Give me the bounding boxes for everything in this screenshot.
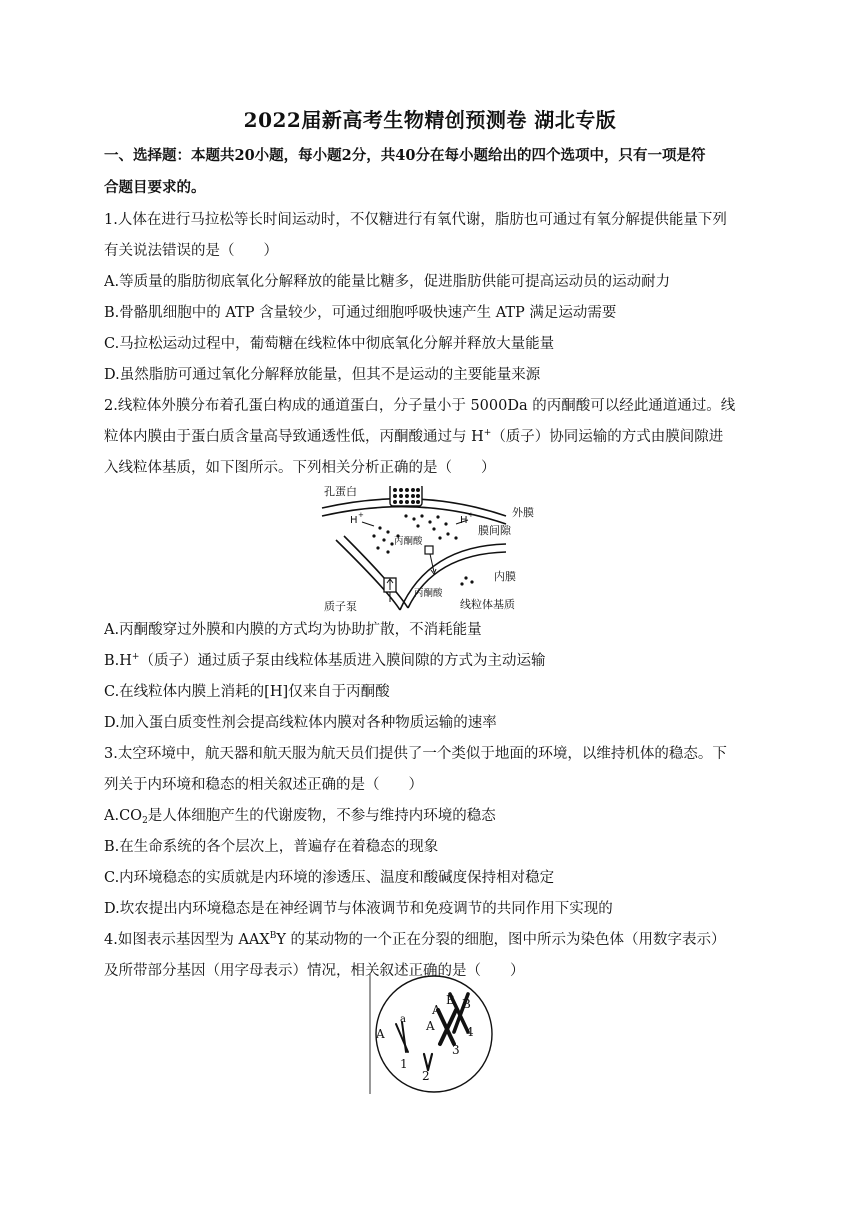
fig2-label-proton-pump: 质子泵 xyxy=(324,600,357,613)
q1-option-d: D.虽然脂肪可通过氧化分解释放能量，但其不是运动的主要能量来源 xyxy=(104,367,541,383)
q1-stem-line-2: 有关说法错误的是（ ） xyxy=(104,243,278,259)
q3-option-c: C.内环境稳态的实质就是内环境的渗透压、温度和酸碱度保持相对稳定 xyxy=(104,870,555,886)
q3-option-a-part-1: A.CO xyxy=(104,808,143,824)
porin xyxy=(390,486,422,506)
chromosome-2 xyxy=(424,1054,428,1070)
fig2-label-h-right-plus: + xyxy=(468,511,474,519)
fig2-label-pyruvate-1: 丙酮酸 xyxy=(394,536,423,547)
fig2-label-pyruvate-2: 丙酮酸 xyxy=(414,588,443,599)
fig2-label-h-right: H xyxy=(460,515,468,526)
fig2-label-outer-membrane: 外膜 xyxy=(512,506,534,519)
fig4-label-B-1: B xyxy=(446,993,455,1007)
fig4-label-a: a xyxy=(400,1014,406,1025)
q4-stem-line-1 xyxy=(104,930,764,950)
q3-option-b: B.在生命系统的各个层次上，普遍存在着稳态的现象 xyxy=(104,839,439,855)
section-heading-line-2: 合题目要求的。 xyxy=(104,179,206,196)
document-title: 2022届新高考生物精创预测卷 湖北专版 xyxy=(243,108,617,132)
q2-stem-line-1: 2.线粒体外膜分布着孔蛋白构成的通道蛋白，分子量小于 5000Da 的丙酮酸可以经此通道通过。线 xyxy=(104,398,736,414)
q2-option-b-superscript: + xyxy=(131,652,140,662)
q2-option-c: C.在线粒体内膜上消耗的[H]仅来自于丙酮酸 xyxy=(104,684,390,700)
fig2-label-h-left-plus: + xyxy=(358,511,364,519)
q3-stem-line-1: 3.太空环境中，航天器和航天服为航天员们提供了一个类似于地面的环境，以维持机体的稳态。下 xyxy=(104,746,727,762)
fig2-label-inner-membrane: 内膜 xyxy=(494,570,516,583)
q1-option-c: C.马拉松运动过程中，葡萄糖在线粒体中彻底氧化分解并释放大量能量 xyxy=(104,336,555,352)
fig2-label-matrix: 线粒体基质 xyxy=(460,598,515,611)
q2-option-d: D.加入蛋白质变性剂会提高线粒体内膜对各种物质运输的速率 xyxy=(104,715,497,731)
fig2-label-porin: 孔蛋白 xyxy=(324,486,357,498)
q1-stem-line-1: 1.人体在进行马拉松等长时间运动时，不仅糖进行有氧代谢，脂肪也可通过有氧分解提供能量下列 xyxy=(104,212,727,228)
fig4-label-A-1: A xyxy=(376,1027,385,1041)
fig4-label-4: 4 xyxy=(466,1025,474,1039)
q3-option-a-part-2: 是人体细胞产生的代谢废物，不参与维持内环境的稳态 xyxy=(147,808,496,824)
q2-option-b xyxy=(104,651,764,671)
cell-outline xyxy=(376,976,492,1092)
q1-option-a: A.等质量的脂肪彻底氧化分解释放的能量比糖多，促进脂肪供能可提高运动员的运动耐力 xyxy=(104,274,671,290)
q2-option-a: A.丙酮酸穿过外膜和内膜的方式均为协助扩散，不消耗能量 xyxy=(104,622,482,638)
q3-option-d: D.坎农提出内环境稳态是在神经调节与体液调节和免疫调节的共同作用下实现的 xyxy=(104,901,613,917)
section-heading-line-1: 一、选择题：本题共20小题，每小题2分，共40分在每小题给出的四个选项中，只有一项是符 xyxy=(104,147,706,164)
q4-stem-line-1-part-2: Y 的某动物的一个正在分裂的细胞，图中所示为染色体（用数字表示） xyxy=(276,932,726,948)
mitochondria-figure xyxy=(318,486,558,616)
q3-option-a-subscript: 2 xyxy=(142,816,148,826)
fig4-label-A-3: A xyxy=(432,1003,441,1017)
q2-stem-line-2-part-2: （质子）协同运输的方式由膜间隙进 xyxy=(491,429,724,445)
chromosome-2b xyxy=(428,1054,432,1070)
q4-stem-line-2: 及所带部分基因（用字母表示）情况，相关叙述正确的是（ ） xyxy=(104,963,525,979)
q4-stem-line-1-part-1: 4.如图表示基因型为 AAX xyxy=(104,932,270,948)
q4-stem-superscript: B xyxy=(269,931,277,941)
cell-division-figure xyxy=(364,972,504,1096)
q2-stem-line-2 xyxy=(104,427,764,447)
fig4-label-A-2: A xyxy=(426,1019,435,1033)
q2-stem-line-2-part-1: 粒体内膜由于蛋白质含量高导致通透性低，丙酮酸通过与 H xyxy=(104,429,484,445)
q2-stem-superscript: + xyxy=(483,428,492,438)
q2-stem-line-3: 入线粒体基质，如下图所示。下列相关分析正确的是（ ） xyxy=(104,460,496,476)
fig2-label-intermembrane-space: 膜间隙 xyxy=(478,524,511,537)
proton-pump xyxy=(384,578,396,602)
q3-stem-line-2: 列关于内环境和稳态的相关叙述正确的是（ ） xyxy=(104,777,423,793)
fig4-label-1: 1 xyxy=(400,1057,408,1071)
fig2-label-h-left: H xyxy=(350,515,358,526)
pyruvate-channel xyxy=(425,546,436,574)
q3-option-a xyxy=(104,806,764,826)
fig4-label-B-2: B xyxy=(462,997,471,1011)
q2-option-b-part-1: B.H xyxy=(104,653,132,669)
h-arrows xyxy=(362,520,468,526)
q2-option-b-part-2: （质子）通过质子泵由线粒体基质进入膜间隙的方式为主动运输 xyxy=(139,653,546,669)
fig4-label-3: 3 xyxy=(452,1043,460,1057)
q1-option-b: B.骨骼肌细胞中的 ATP 含量较少，可通过细胞呼吸快速产生 ATP 满足运动需要 xyxy=(104,305,617,321)
fig4-label-2: 2 xyxy=(422,1069,430,1083)
